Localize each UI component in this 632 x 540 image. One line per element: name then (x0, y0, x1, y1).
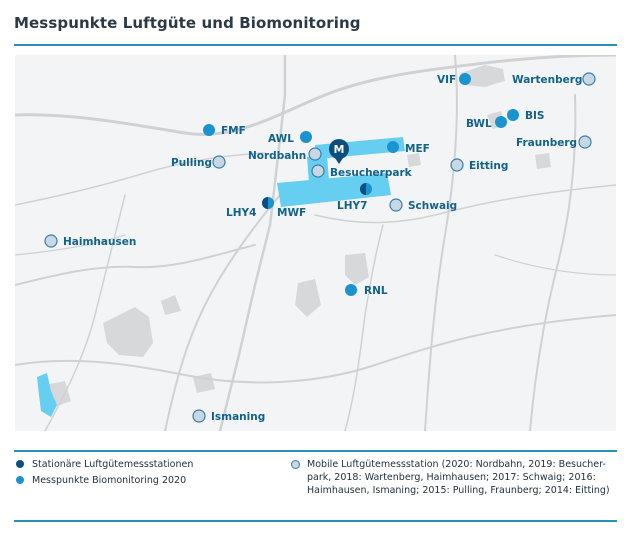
station-label-pulling: Pulling (171, 157, 212, 169)
station-label-fmf: FMF (221, 125, 246, 137)
station-marker-lhy4[interactable] (262, 197, 274, 209)
station-marker-lhy7[interactable] (360, 183, 372, 195)
legend-stationary (16, 458, 276, 472)
mobile-dot-icon (291, 460, 300, 469)
center-marker-label: M (333, 143, 345, 156)
legend-stationary-label: Stationäre Luftgütemessstationen (32, 459, 194, 470)
center-marker-icon (329, 139, 349, 164)
station-label-bwl: BWL (466, 118, 492, 130)
station-label-schwaig: Schwaig (408, 200, 458, 212)
station-marker-bwl[interactable] (495, 116, 507, 128)
station-label-fraunberg: Fraunberg (516, 137, 578, 149)
page-title: Messpunkte Luftgüte und Biomonitoring (14, 14, 361, 32)
station-label-lhy7: LHY7 (337, 200, 368, 212)
station-marker-eitting[interactable] (451, 159, 463, 171)
station-marker-pulling[interactable] (213, 156, 225, 168)
legend-bio (16, 474, 276, 488)
station-label-mef: MEF (405, 143, 430, 155)
station-label-besucherpark: Besucherpark (330, 167, 412, 179)
station-label-vif: VIF (437, 74, 457, 86)
station-label-nordbahn: Nordbahn (248, 150, 307, 162)
legend-mobile-line: Haimhausen, Ismaning; 2015: Pulling, Fraunberg; 2014: Eitting) (307, 485, 610, 496)
station-label-haimhausen: Haimhausen (63, 236, 137, 248)
station-label-awl: AWL (268, 133, 294, 145)
legend-rule-top (14, 450, 617, 452)
station-marker-vif[interactable] (459, 73, 471, 85)
stationary-dot-icon (16, 460, 24, 468)
station-marker-nordbahn[interactable] (309, 148, 321, 160)
station-label-bis: BIS (525, 110, 545, 122)
station-marker-wartenberg[interactable] (583, 73, 595, 85)
station-marker-mef[interactable] (387, 141, 399, 153)
station-marker-fmf[interactable] (203, 124, 215, 136)
station-label-ismaning: Ismaning (211, 411, 266, 423)
legend-rule-bottom (14, 520, 617, 522)
station-marker-rnl[interactable] (345, 284, 357, 296)
station-marker-awl[interactable] (300, 131, 312, 143)
station-marker-bis[interactable] (507, 109, 519, 121)
station-marker-ismaning[interactable] (193, 410, 205, 422)
station-label-lhy4: LHY4 (226, 207, 257, 219)
legend-mobile-line: Mobile Luftgütemessstation (2020: Nordbahn, 2019: Besucher- (307, 459, 606, 470)
station-label-wartenberg: Wartenberg (512, 74, 583, 86)
legend-mobile-line: park, 2018: Wartenberg, Haimhausen; 2017: Schwaig; 2016: (307, 472, 596, 483)
station-label-mwf: MWF (277, 207, 307, 219)
station-marker-schwaig[interactable] (390, 199, 402, 211)
station-label-rnl: RNL (364, 285, 388, 297)
station-marker-besucherpark[interactable] (312, 165, 324, 177)
bio-dot-icon (16, 476, 24, 484)
station-marker-fraunberg[interactable] (579, 136, 591, 148)
legend-bio-label: Messpunkte Biomonitoring 2020 (32, 475, 187, 486)
legend-mobile (291, 458, 621, 500)
station-marker-haimhausen[interactable] (45, 235, 57, 247)
station-label-eitting: Eitting (469, 160, 509, 172)
